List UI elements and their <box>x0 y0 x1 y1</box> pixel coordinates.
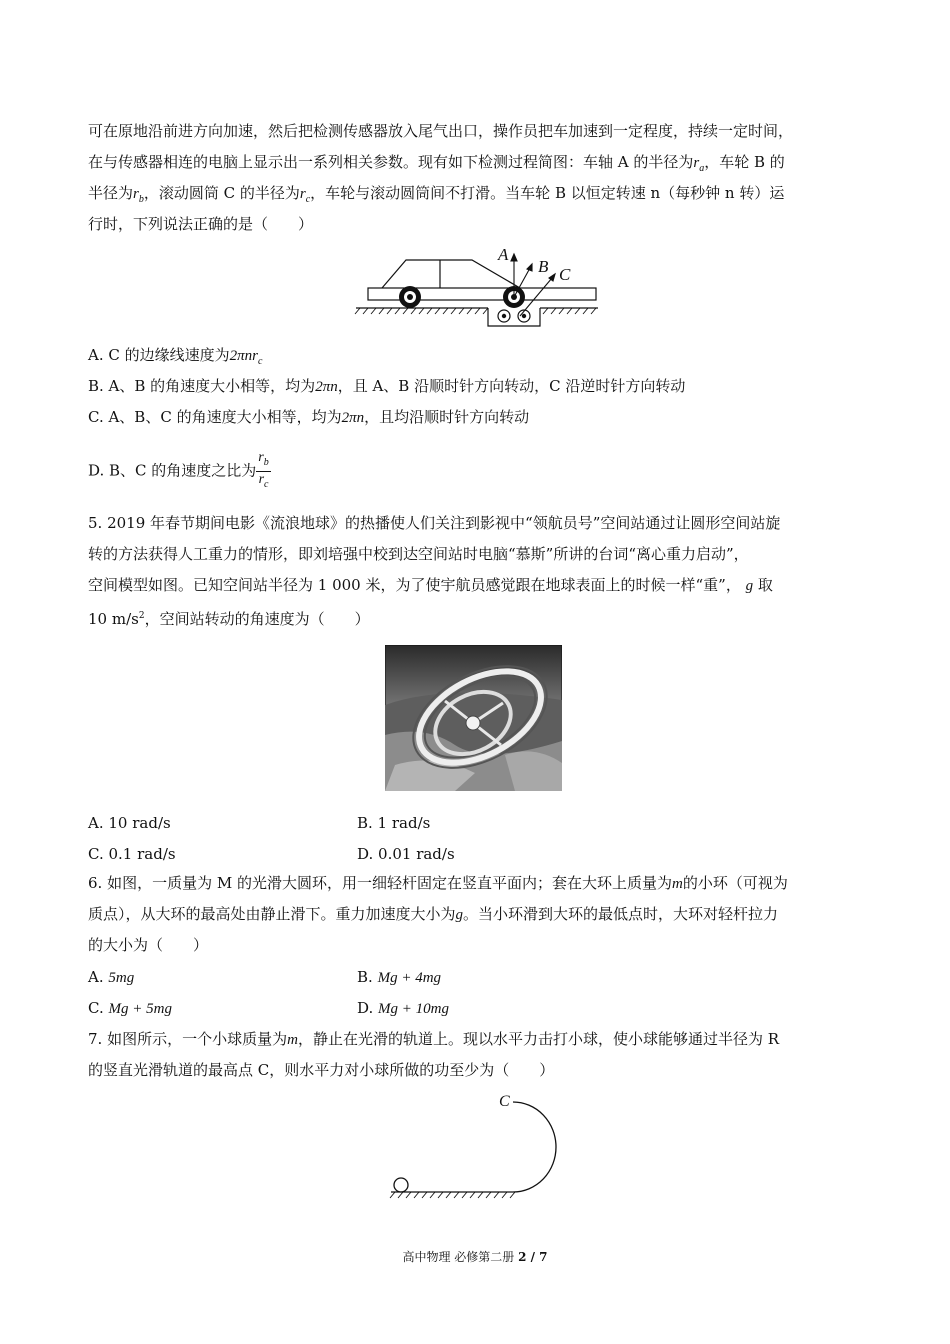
q6-option-a: A. 5mg <box>88 968 135 986</box>
page-number: 2 / 7 <box>518 1250 548 1264</box>
page-footer: 高中物理 必修第二册 2 / 7 <box>402 1250 548 1264</box>
intro-line-3: 半径为$r_b$，滚动圆筒 C 的半径为$r_c$，车轮与滚动圆筒间不打滑。当车轮 B 以恒定转速 n（每秒钟 n 转）运 <box>88 184 785 205</box>
car-label-b: B <box>538 257 549 276</box>
q5-line-4: 10 $m/s^2$，空间站转动的角速度为（ ） <box>88 610 370 628</box>
intro-line-1: 可在原地沿前进方向加速，然后把检测传感器放入尾气出口，操作员把车加速到一定程度，持续一定时间， <box>88 122 794 140</box>
q6-line-1: 6. 如图，一质量为 M 的光滑大圆环，用一细轻杆固定在竖直平面内；套在大环上质量为m的小环（可视为 <box>88 874 788 892</box>
car-label-a: A <box>498 245 509 264</box>
q4-option-d: D. B、C 的角速度之比为 $\frac{r_b}{r_c}$ <box>88 450 864 493</box>
q6-option-c: C. Mg + 5mg <box>88 999 172 1017</box>
q6-option-d: D. Mg + 10mg <box>357 999 449 1017</box>
q5-option-a: A. 10 rad/s <box>88 814 171 832</box>
loop-track-figure <box>385 1088 565 1204</box>
q5-line-3: 空间模型如图。已知空间站半径为 1 000 米，为了使宇航员感觉跟在地球表面上的时候一样“重”， g 取 <box>88 576 773 594</box>
q6-line-3: 的大小为（ ） <box>88 936 209 954</box>
intro-line-4: 行时，下列说法正确的是（ ） <box>88 215 314 233</box>
car-label-c: C <box>559 265 571 284</box>
q7-line-1: 7. 如图所示，一个小球质量为m，静止在光滑的轨道上。现以水平力击打小球，使小球能够通过半径为 R <box>88 1030 780 1048</box>
q6-option-b: B. Mg + 4mg <box>357 968 442 986</box>
ratio-fraction: $\frac{r_b}{r_c}$ <box>258 450 269 490</box>
q6-line-2: 质点），从大环的最高处由静止滑下。重力加速度大小为g。当小环滑到大环的最低点时，大环对轻杆拉力 <box>88 905 779 923</box>
track-label-c: C <box>499 1093 510 1110</box>
q4-option-b: B. A、B 的角速度大小相等，均为2πn，且 A、B 沿顺时针方向转动，C 沿逆时针方向转动 <box>88 377 686 395</box>
q5-option-d: D. 0.01 rad/s <box>357 845 455 863</box>
car-test-figure <box>352 244 602 330</box>
q4-option-c: C. A、B、C 的角速度大小相等，均为2πn，且均沿顺时针方向转动 <box>88 408 530 426</box>
space-station-image <box>385 645 562 791</box>
q5-line-2: 转的方法获得人工重力的情形，即刘培强中校到达空间站时电脑“慕斯”所讲的台词“离心重力启动”， <box>88 545 749 563</box>
q4-option-a: A. C 的边缘线速度为2πnr$_c$ <box>88 346 263 367</box>
q5-option-b: B. 1 rad/s <box>357 814 431 832</box>
q5-option-c: C. 0.1 rad/s <box>88 845 176 863</box>
q7-line-2: 的竖直光滑轨道的最高点 C，则水平力对小球所做的功至少为（ ） <box>88 1061 555 1079</box>
intro-line-2: 在与传感器相连的电脑上显示出一系列相关参数。现有如下检测过程简图：车轴 A 的半径为$r_a$，车轮 B 的 <box>88 153 785 174</box>
q5-line-1: 5. 2019 年春节期间电影《流浪地球》的热播使人们关注到影视中“领航员号”空间站通过让圆形空间站旋 <box>88 514 781 532</box>
